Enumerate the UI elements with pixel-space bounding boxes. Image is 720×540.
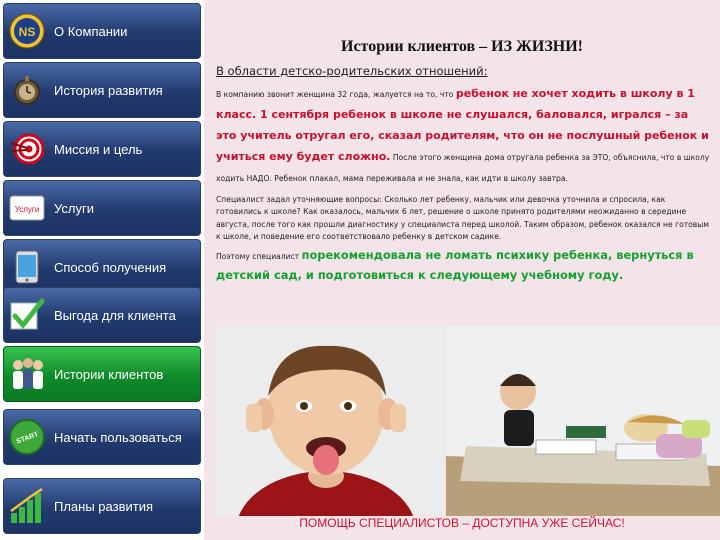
sidebar-item-development-plans[interactable] [3, 478, 201, 534]
recommendation-highlight-green: порекомендовала не ломать психику ребенка, вернуться в детский сад, и подготовиться к следующему учебному году. [216, 247, 694, 282]
schoolchildren-desk-photo [446, 326, 720, 516]
recommendation-intro-text: Поэтому специалист [216, 251, 302, 261]
sidebar-item-about[interactable] [3, 3, 201, 59]
services-card-icon [8, 187, 46, 229]
checkmark-icon [8, 294, 46, 336]
sidebar-item-label: История развития [54, 82, 163, 98]
story-intro-text: В компанию звонит женщина 32 года, жалуется на то, что [216, 90, 456, 99]
sidebar-item-label: Планы развития [54, 498, 153, 514]
boy-funny-face-photo [216, 326, 444, 516]
sidebar-item-client-stories[interactable] [3, 346, 201, 402]
area-heading: В области детско-родительских отношений: [216, 64, 488, 78]
sidebar-item-history[interactable] [3, 62, 201, 118]
sidebar-item-label: Начать пользоваться [54, 429, 182, 445]
sidebar-item-start-using[interactable] [3, 409, 201, 465]
sidebar-item-label: Выгода для клиента [54, 307, 176, 323]
target-icon [8, 128, 46, 170]
sidebar-item-label: Миссия и цель [54, 141, 143, 157]
bar-chart-growth-icon [8, 485, 46, 527]
story-paragraph-1 [216, 82, 710, 186]
story-text [216, 64, 710, 284]
sidebar-item-benefit[interactable] [3, 287, 201, 343]
sidebar-item-label: Истории клиентов [54, 366, 164, 382]
start-button-icon [8, 416, 46, 458]
page-title: Истории клиентов – ИЗ ЖИЗНИ! [341, 38, 583, 55]
footer-banner: ПОМОЩЬ СПЕЦИАЛИСТОВ – ДОСТУПНА УЖЕ СЕЙЧАС! [299, 516, 625, 530]
sidebar-item-label: Услуги [54, 200, 94, 216]
sidebar-item-services[interactable] [3, 180, 201, 236]
services-card-text: Услуги [14, 205, 40, 214]
smartphone-icon [8, 246, 46, 288]
sidebar-item-label: О Компании [54, 23, 128, 39]
story-continuation-text: После этого женщина дома отругала ребенка за ЭТО, объяснила, что в школу ходить НАДО. Ребенок плакал, мама переживала и не знала, как идти в школу завтра. [216, 153, 710, 183]
sidebar [0, 0, 204, 540]
sidebar-item-label: Способ получения [54, 259, 167, 275]
ns-logo-text: NS [18, 25, 36, 39]
ns-logo-icon [8, 10, 46, 52]
story-paragraph-3 [216, 244, 710, 284]
people-group-icon [8, 353, 46, 395]
sidebar-item-mission[interactable] [3, 121, 201, 177]
story-highlight-red: ребенок не хочет ходить в школу в 1 класс. 1 сентября ребенок в школе не слушался, баловался, игрался – за это учитель отругал его, сказал родителям, что он не послушный ребенок и учиться ему будет сложно. [216, 87, 709, 163]
story-paragraph-2: Специалист задал уточняющие вопросы: Сколько лет ребенку, мальчик или девочка уточнила и спросила, как готовились к школе? Как оказалось, мальчик 6 лет, решение о школе принято родителями неожиданно в середине августа, после того как прошли диагностику у специалиста перед школой. Таким образом, ребенок оказался не готовым к школе, и поведение его соответствовало ребенку в детском садике. [216, 194, 709, 241]
pocket-watch-icon [8, 69, 46, 111]
start-button-text: START [15, 431, 40, 446]
